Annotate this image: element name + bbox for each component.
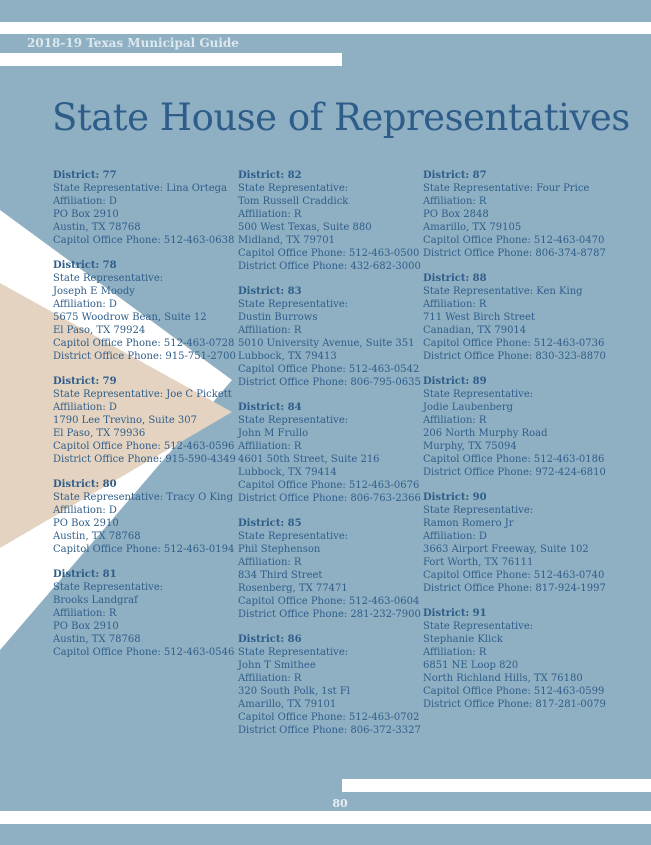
district-detail-line: Capitol Office Phone: 512-463-0604 xyxy=(238,596,420,607)
guide-title: 2018-19 Texas Municipal Guide xyxy=(27,36,239,50)
district-detail-line: Capitol Office Phone: 512-463-0740 xyxy=(423,570,605,581)
district-entry xyxy=(238,169,428,273)
district-entry xyxy=(53,375,243,466)
district-detail-line: 206 North Murphy Road xyxy=(423,428,548,439)
district-entry xyxy=(423,375,613,479)
district-detail-line: State Representative: xyxy=(238,647,349,658)
district-number: District: 81 xyxy=(53,569,117,580)
district-number: District: 82 xyxy=(238,170,302,181)
district-detail-line: El Paso, TX 79924 xyxy=(53,325,146,336)
district-entry xyxy=(423,272,613,363)
district-number: District: 80 xyxy=(53,479,117,490)
district-detail-line: Capitol Office Phone: 512-463-0596 xyxy=(53,441,235,452)
district-detail-line: District Office Phone: 830-323-8870 xyxy=(423,351,606,362)
district-detail-line: Austin, TX 78768 xyxy=(53,634,141,645)
district-entry xyxy=(423,607,613,711)
district-entry xyxy=(238,633,428,737)
district-detail-line: Affiliation: D xyxy=(423,531,487,542)
column-2 xyxy=(238,169,428,749)
district-detail-line: John T Smithee xyxy=(238,660,316,671)
district-detail-line: PO Box 2910 xyxy=(53,209,119,220)
district-detail-line: Capitol Office Phone: 512-463-0728 xyxy=(53,338,235,349)
district-detail-line: District Office Phone: 806-795-0635 xyxy=(238,377,421,388)
district-detail-line: State Representative: Ken King xyxy=(423,286,583,297)
district-detail-line: PO Box 2910 xyxy=(53,621,119,632)
district-detail-line: Murphy, TX 75094 xyxy=(423,441,517,452)
district-number: District: 78 xyxy=(53,260,117,271)
district-detail-line: Capitol Office Phone: 512-463-0599 xyxy=(423,686,605,697)
district-detail-line: Affiliation: D xyxy=(53,505,117,516)
district-detail-line: Capitol Office Phone: 512-463-0546 xyxy=(53,647,235,658)
district-detail-line: Affiliation: R xyxy=(423,299,487,310)
district-number: District: 79 xyxy=(53,376,117,387)
page-title: State House of Representatives xyxy=(52,96,630,139)
district-detail-line: District Office Phone: 817-281-0079 xyxy=(423,699,606,710)
district-detail-line: Lubbock, TX 79413 xyxy=(238,351,337,362)
bottom-white-stripe xyxy=(0,811,651,824)
district-detail-line: Ramon Romero Jr xyxy=(423,518,514,529)
district-detail-line: Capitol Office Phone: 512-463-0638 xyxy=(53,235,235,246)
district-detail-line: Canadian, TX 79014 xyxy=(423,325,527,336)
district-detail-line: Capitol Office Phone: 512-463-0500 xyxy=(238,248,420,259)
district-detail-line: District Office Phone: 915-751-2700 xyxy=(53,351,236,362)
district-number: District: 88 xyxy=(423,273,487,284)
column-1 xyxy=(53,169,243,671)
district-detail-line: District Office Phone: 817-924-1997 xyxy=(423,583,606,594)
district-detail-line: Capitol Office Phone: 512-463-0194 xyxy=(53,544,235,555)
district-entry xyxy=(53,259,243,363)
district-detail-line: State Representative: Lina Ortega xyxy=(53,183,227,194)
district-entry xyxy=(423,491,613,595)
district-detail-line: Capitol Office Phone: 512-463-0542 xyxy=(238,364,420,375)
district-detail-line: Affiliation: R xyxy=(238,557,302,568)
district-detail-line: State Representative: Four Price xyxy=(423,183,590,194)
district-detail-line: Capitol Office Phone: 512-463-0186 xyxy=(423,454,605,465)
district-detail-line: 711 West Birch Street xyxy=(423,312,536,323)
district-entry xyxy=(423,169,613,260)
district-detail-line: District Office Phone: 281-232-7900 xyxy=(238,609,421,620)
district-detail-line: Capitol Office Phone: 512-463-0736 xyxy=(423,338,605,349)
district-detail-line: District Office Phone: 806-372-3327 xyxy=(238,725,421,736)
district-entry xyxy=(238,517,428,621)
district-detail-line: 3663 Airport Freeway, Suite 102 xyxy=(423,544,589,555)
district-detail-line: Rosenberg, TX 77471 xyxy=(238,583,348,594)
district-detail-line: State Representative: xyxy=(53,273,164,284)
district-detail-line: Phil Stephenson xyxy=(238,544,321,555)
district-detail-line: District Office Phone: 806-763-2366 xyxy=(238,493,421,504)
district-detail-line: Affiliation: D xyxy=(53,402,117,413)
district-detail-line: Austin, TX 78768 xyxy=(53,222,141,233)
district-detail-line: Affiliation: R xyxy=(423,415,487,426)
district-detail-line: 1790 Lee Trevino, Suite 307 xyxy=(53,415,198,426)
district-detail-line: 5675 Woodrow Bean, Suite 12 xyxy=(53,312,207,323)
district-detail-line: State Representative: xyxy=(423,389,534,400)
district-entry xyxy=(53,478,243,556)
district-detail-line: State Representative: xyxy=(238,531,349,542)
district-detail-line: Affiliation: R xyxy=(53,608,117,619)
district-detail-line: State Representative: xyxy=(238,415,349,426)
column-3 xyxy=(423,169,613,723)
district-number: District: 89 xyxy=(423,376,487,387)
district-detail-line: PO Box 2910 xyxy=(53,518,119,529)
footer-white-stripe xyxy=(342,779,651,792)
district-detail-line: Joseph E Moody xyxy=(53,286,135,297)
district-entry xyxy=(53,169,243,247)
district-detail-line: Stephanie Klick xyxy=(423,634,503,645)
district-detail-line: 5010 University Avenue, Suite 351 xyxy=(238,338,415,349)
district-number: District: 87 xyxy=(423,170,487,181)
district-detail-line: 320 South Polk, 1st Fl xyxy=(238,686,351,697)
district-detail-line: State Representative: Joe C Pickett xyxy=(53,389,232,400)
district-detail-line: Affiliation: R xyxy=(423,196,487,207)
district-detail-line: State Representative: xyxy=(423,621,534,632)
district-detail-line: State Representative: xyxy=(238,299,349,310)
district-detail-line: 4601 50th Street, Suite 216 xyxy=(238,454,380,465)
district-detail-line: Affiliation: D xyxy=(53,299,117,310)
district-entry xyxy=(238,401,428,505)
page-number: 80 xyxy=(332,797,348,810)
district-number: District: 90 xyxy=(423,492,487,503)
district-detail-line: District Office Phone: 806-374-8787 xyxy=(423,248,606,259)
district-detail-line: Amarillo, TX 79105 xyxy=(423,222,522,233)
district-detail-line: Affiliation: R xyxy=(238,209,302,220)
district-detail-line: North Richland Hills, TX 76180 xyxy=(423,673,583,684)
district-number: District: 85 xyxy=(238,518,302,529)
district-detail-line: Affiliation: R xyxy=(238,325,302,336)
district-detail-line: Tom Russell Craddick xyxy=(238,196,349,207)
district-number: District: 91 xyxy=(423,608,487,619)
district-detail-line: Amarillo, TX 79101 xyxy=(238,699,337,710)
district-entry xyxy=(238,285,428,389)
district-detail-line: Affiliation: R xyxy=(423,647,487,658)
district-detail-line: Fort Worth, TX 76111 xyxy=(423,557,534,568)
district-number: District: 77 xyxy=(53,170,117,181)
district-detail-line: Affiliation: R xyxy=(238,673,302,684)
district-number: District: 83 xyxy=(238,286,302,297)
district-detail-line: PO Box 2848 xyxy=(423,209,489,220)
district-detail-line: Austin, TX 78768 xyxy=(53,531,141,542)
district-detail-line: Affiliation: D xyxy=(53,196,117,207)
district-detail-line: Lubbock, TX 79414 xyxy=(238,467,337,478)
district-detail-line: State Representative: xyxy=(238,183,349,194)
district-detail-line: John M Frullo xyxy=(238,428,309,439)
district-detail-line: Capitol Office Phone: 512-463-0676 xyxy=(238,480,420,491)
district-detail-line: Affiliation: R xyxy=(238,441,302,452)
district-detail-line: 834 Third Street xyxy=(238,570,323,581)
district-detail-line: State Representative: Tracy O King xyxy=(53,492,234,503)
district-detail-line: Brooks Landgraf xyxy=(53,595,138,606)
district-detail-line: State Representative: xyxy=(423,505,534,516)
district-detail-line: District Office Phone: 915-590-4349 xyxy=(53,454,236,465)
district-detail-line: Capitol Office Phone: 512-463-0702 xyxy=(238,712,420,723)
district-detail-line: 6851 NE Loop 820 xyxy=(423,660,519,671)
district-detail-line: State Representative: xyxy=(53,582,164,593)
district-detail-line: Capitol Office Phone: 512-463-0470 xyxy=(423,235,605,246)
district-number: District: 86 xyxy=(238,634,302,645)
district-detail-line: District Office Phone: 432-682-3000 xyxy=(238,261,421,272)
district-detail-line: Dustin Burrows xyxy=(238,312,318,323)
district-detail-line: Jodie Laubenberg xyxy=(423,402,514,413)
district-detail-line: Midland, TX 79701 xyxy=(238,235,335,246)
district-detail-line: District Office Phone: 972-424-6810 xyxy=(423,467,606,478)
bottom-band xyxy=(0,824,651,845)
district-entry xyxy=(53,568,243,659)
district-number: District: 84 xyxy=(238,402,302,413)
district-detail-line: El Paso, TX 79936 xyxy=(53,428,146,439)
district-detail-line: 500 West Texas, Suite 880 xyxy=(238,222,372,233)
